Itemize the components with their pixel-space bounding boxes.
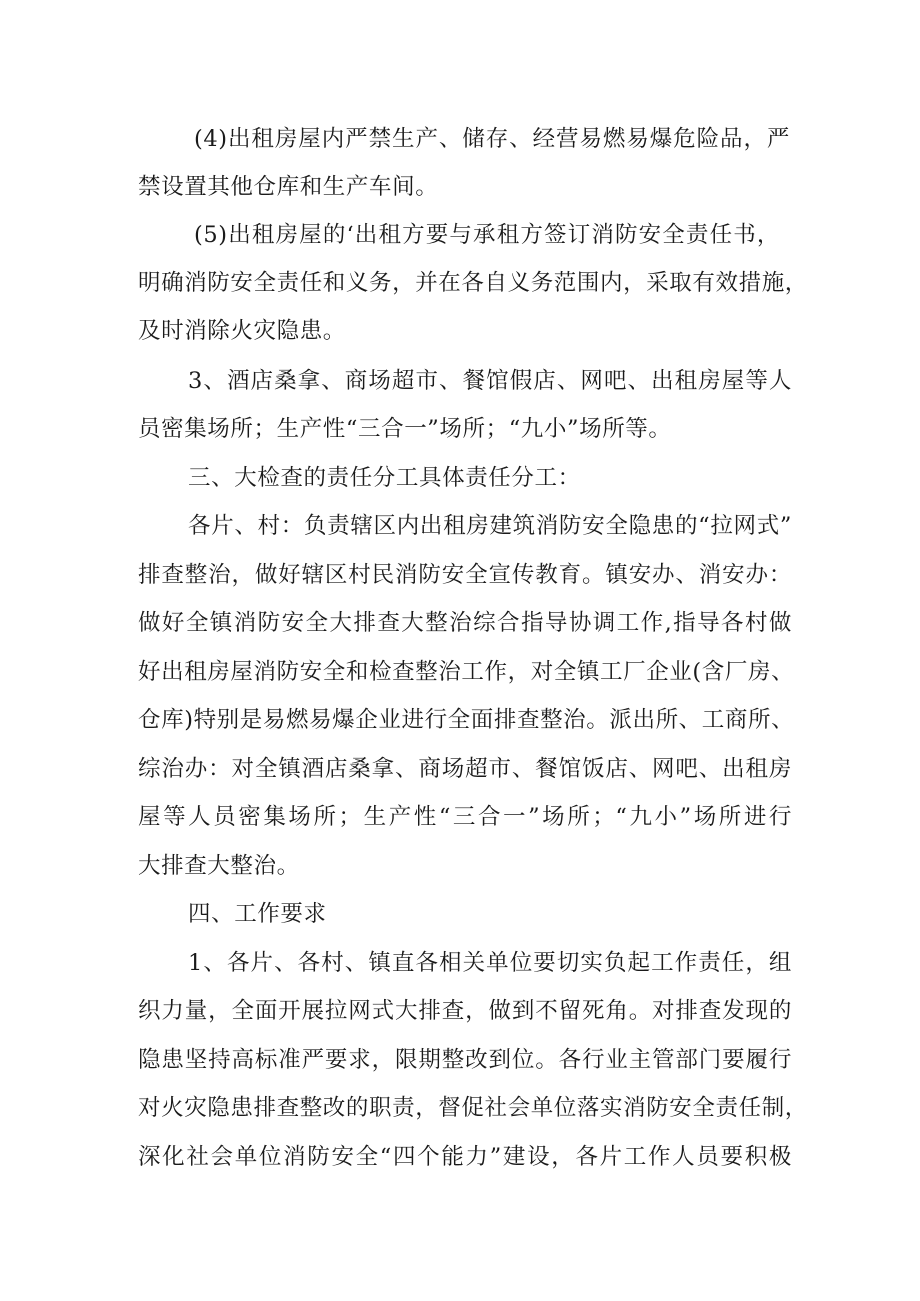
text-line: 做好全镇消防安全大排查大整治综合指导协调工作,指导各村做 [138,610,792,636]
text-line: 隐患坚持高标准严要求，限期整改到位。各行业主管部门要履行 [138,1047,792,1073]
text-line: 各片、村：负责辖区内出租房建筑消防安全隐患的“拉网式” [188,513,792,539]
text-line: 员密集场所；生产性“三合一”场所；“九小”场所等。 [138,416,672,442]
text-line: 仓库)特别是易燃易爆企业进行全面排查整治。派出所、工商所、 [138,707,795,733]
text-line: (4)出租房屋内严禁生产、储存、经营易燃易爆危险品，严 [194,126,790,152]
text-line: (5)出租房屋的‘出租方要与承租方签订消防安全责任书， [194,222,780,248]
text-line: 排查整治，做好辖区村民消防安全宣传教育。镇安办、消安办： [138,562,792,588]
text-line: 禁设置其他仓库和生产车间。 [138,174,439,200]
text-line: 大排查大整治。 [138,853,300,879]
text-line: 及时消除火灾隐患。 [138,318,346,344]
text-line: 对火灾隐患排查整改的职责，督促社会单位落实消防安全责任制， [138,1095,808,1121]
text-line: 织力量，全面开展拉网式大排查，做到不留死角。对排查发现的 [138,998,792,1024]
text-line: 1、各片、各村、镇直各相关单位要切实负起工作责任，组 [188,950,792,976]
text-line: 明确消防安全责任和义务，并在各自义务范围内，采取有效措施， [138,270,808,296]
text-line: 3、酒店桑拿、商场超市、餐馆假店、网吧、出租房屋等人 [188,368,792,394]
section-heading: 四、工作要求 [188,901,327,927]
text-line: 好出租房屋消防安全和检查整治工作，对全镇工厂企业(含厂房、 [138,659,795,685]
text-line: 综治办：对全镇酒店桑拿、商场超市、餐馆饭店、网吧、出租房 [138,756,792,782]
text-line: 深化社会单位消防安全“四个能力”建设，各片工作人员要积极 [138,1144,792,1170]
section-heading: 三、大检查的责任分工具体责任分工： [188,465,581,491]
text-line: 屋等人员密集场所；生产性“三合一”场所；“九小”场所进行 [138,804,792,830]
